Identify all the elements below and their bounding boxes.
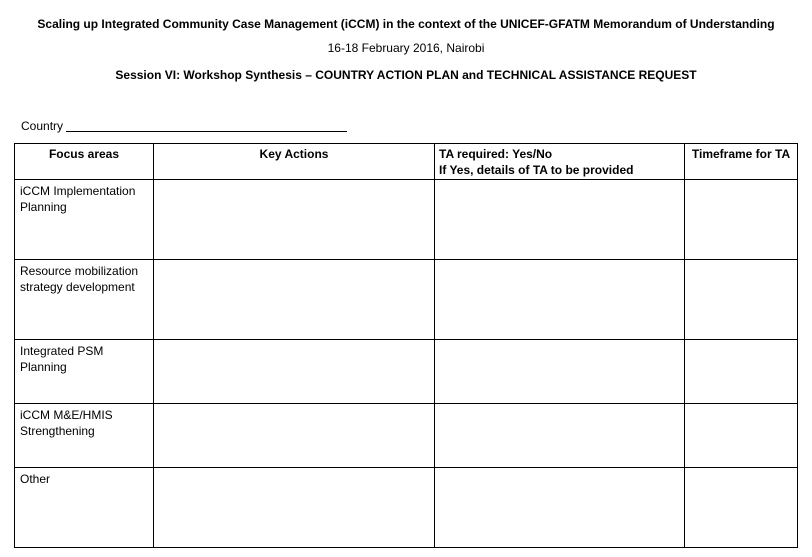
action-plan-table (14, 143, 798, 548)
focus-area-cell: Integrated PSM Planning (15, 340, 154, 404)
timeframe-cell[interactable] (685, 404, 798, 468)
timeframe-cell[interactable] (685, 180, 798, 260)
key-actions-cell[interactable] (154, 260, 435, 340)
table-row (15, 260, 798, 340)
country-field[interactable] (66, 131, 347, 132)
date-location: 16-18 February 2016, Nairobi (327, 41, 485, 55)
header-ta-line1: TA required: Yes/No (439, 147, 553, 161)
session-title: Session VI: Workshop Synthesis – COUNTRY ACTION PLAN and TECHNICAL ASSISTANCE REQUEST (115, 68, 697, 82)
table-row (15, 180, 798, 260)
ta-required-cell[interactable] (435, 180, 685, 260)
key-actions-cell[interactable] (154, 404, 435, 468)
document-title: Scaling up Integrated Community Case Management (iCCM) in the context of the UNICEF-GFATM Memorandum of Understanding (37, 17, 775, 31)
focus-area-cell: iCCM M&E/HMIS Strengthening (15, 404, 154, 468)
header-timeframe: Timeframe for TA (685, 144, 798, 180)
focus-area-cell: iCCM Implementation Planning (15, 180, 154, 260)
focus-area-cell: Other (15, 468, 154, 548)
table-header-row (15, 144, 798, 180)
table-row (15, 404, 798, 468)
country-label: Country (21, 119, 64, 133)
ta-required-cell[interactable] (435, 260, 685, 340)
key-actions-cell[interactable] (154, 340, 435, 404)
header-key-actions: Key Actions (154, 144, 435, 180)
ta-required-cell[interactable] (435, 404, 685, 468)
timeframe-cell[interactable] (685, 468, 798, 548)
ta-required-cell[interactable] (435, 468, 685, 548)
ta-required-cell[interactable] (435, 340, 685, 404)
table-row (15, 340, 798, 404)
header-ta-required (435, 144, 685, 180)
header-focus-areas: Focus areas (15, 144, 154, 180)
focus-area-cell: Resource mobilization strategy development (15, 260, 154, 340)
key-actions-cell[interactable] (154, 180, 435, 260)
header-ta-line2: If Yes, details of TA to be provided (439, 163, 634, 177)
timeframe-cell[interactable] (685, 340, 798, 404)
table-row (15, 468, 798, 548)
key-actions-cell[interactable] (154, 468, 435, 548)
timeframe-cell[interactable] (685, 260, 798, 340)
